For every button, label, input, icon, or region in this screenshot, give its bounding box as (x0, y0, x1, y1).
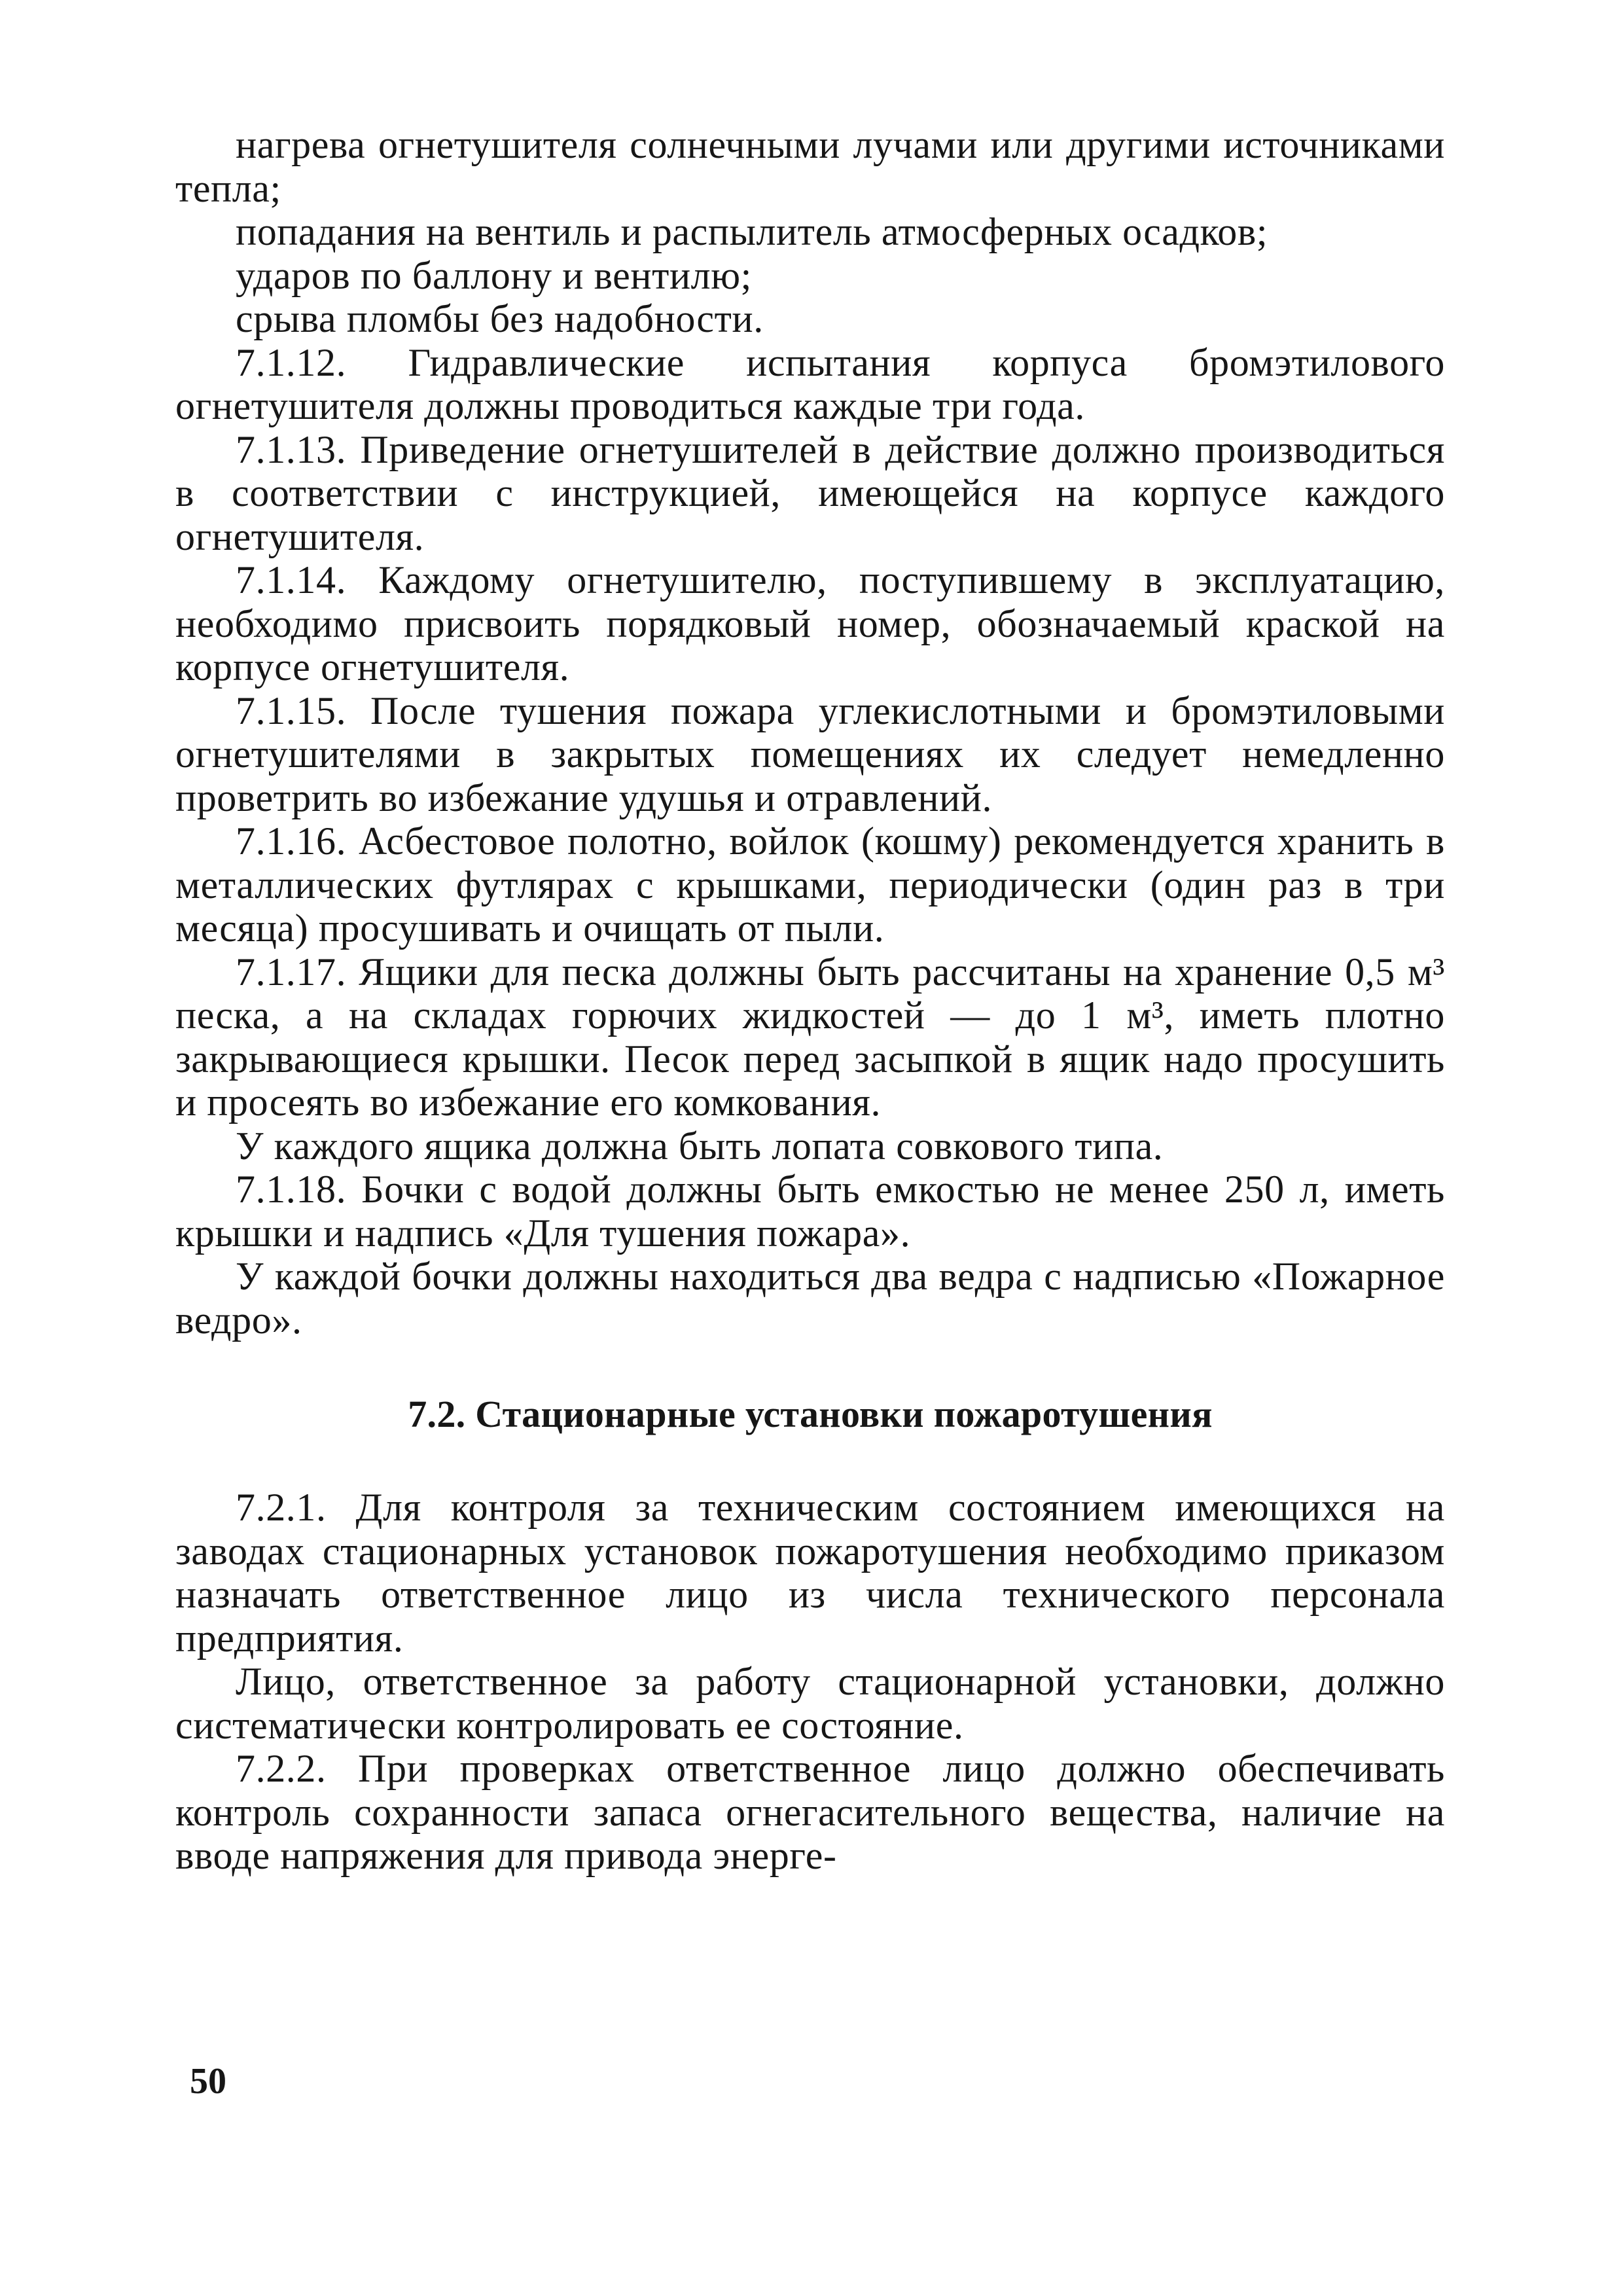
paragraph: попадания на вентиль и распылитель атмосферных осадков; (236, 210, 1268, 253)
paragraph: 7.1.13. Приведение огнетушителей в действие должно производиться в соответствии с инструкцией, имеющейся на корпусе каждого огнетушителя. (175, 427, 1445, 558)
paragraph: 7.1.17. Ящики для песка должны быть рассчитаны на хранение 0,5 м³ песка, а на складах горючих жидкостей — до 1 м³, иметь плотно закрывающиеся крышки. Песок перед засыпкой в ящик надо просушить и просеять во избежание его комкования. (175, 950, 1445, 1124)
paragraph: 7.1.15. После тушения пожара углекислотными и бромэтиловыми огнетушителями в закрытых помещениях их следует немедленно проветрить во избежание удушья и отравлений. (175, 689, 1445, 819)
paragraphs-before-heading (175, 123, 1445, 1342)
page-number: 50 (190, 2061, 226, 2102)
paragraph: 7.1.12. Гидравлические испытания корпуса бромэтилового огнетушителя должны проводиться каждые три года. (175, 340, 1445, 427)
paragraph: срыва пломбы без надобности. (236, 297, 764, 340)
body-text (175, 123, 1445, 1878)
section-heading: 7.2. Стационарные установки пожаротушения (408, 1393, 1213, 1435)
paragraph: 7.1.14. Каждому огнетушителю, поступившему в эксплуатацию, необходимо присвоить порядковый номер, обозначаемый краской на корпусе огнетушителя. (175, 558, 1445, 689)
paragraph: 7.2.1. Для контроля за техническим состоянием имеющихся на заводах стационарных установок пожаротушения необходимо приказом назначать ответственное лицо из числа технического персонала предприятия. (175, 1486, 1445, 1660)
paragraph: У каждой бочки должны находиться два ведра с надписью «Пожарное ведро». (175, 1255, 1445, 1342)
paragraph: 7.2.2. При проверках ответственное лицо должно обеспечивать контроль сохранности запаса огнегасительного вещества, наличие на вводе напряжения для привода энерге- (175, 1747, 1445, 1877)
paragraph: ударов по баллону и вентилю; (236, 253, 752, 297)
paragraph: нагрева огнетушителя солнечными лучами или другими источниками тепла; (175, 123, 1445, 210)
paragraph: У каждого ящика должна быть лопата совкового типа. (236, 1124, 1164, 1168)
paragraphs-after-heading (175, 1486, 1445, 1878)
paragraph: Лицо, ответственное за работу стационарной установки, должно систематически контролировать ее состояние. (175, 1660, 1445, 1747)
paragraph: 7.1.16. Асбестовое полотно, войлок (кошму) рекомендуется хранить в металлических футлярах с крышками, периодически (один раз в три месяца) просушивать и очищать от пыли. (175, 819, 1445, 950)
paragraph: 7.1.18. Бочки с водой должны быть емкостью не менее 250 л, иметь крышки и надпись «Для тушения пожара». (175, 1168, 1445, 1255)
